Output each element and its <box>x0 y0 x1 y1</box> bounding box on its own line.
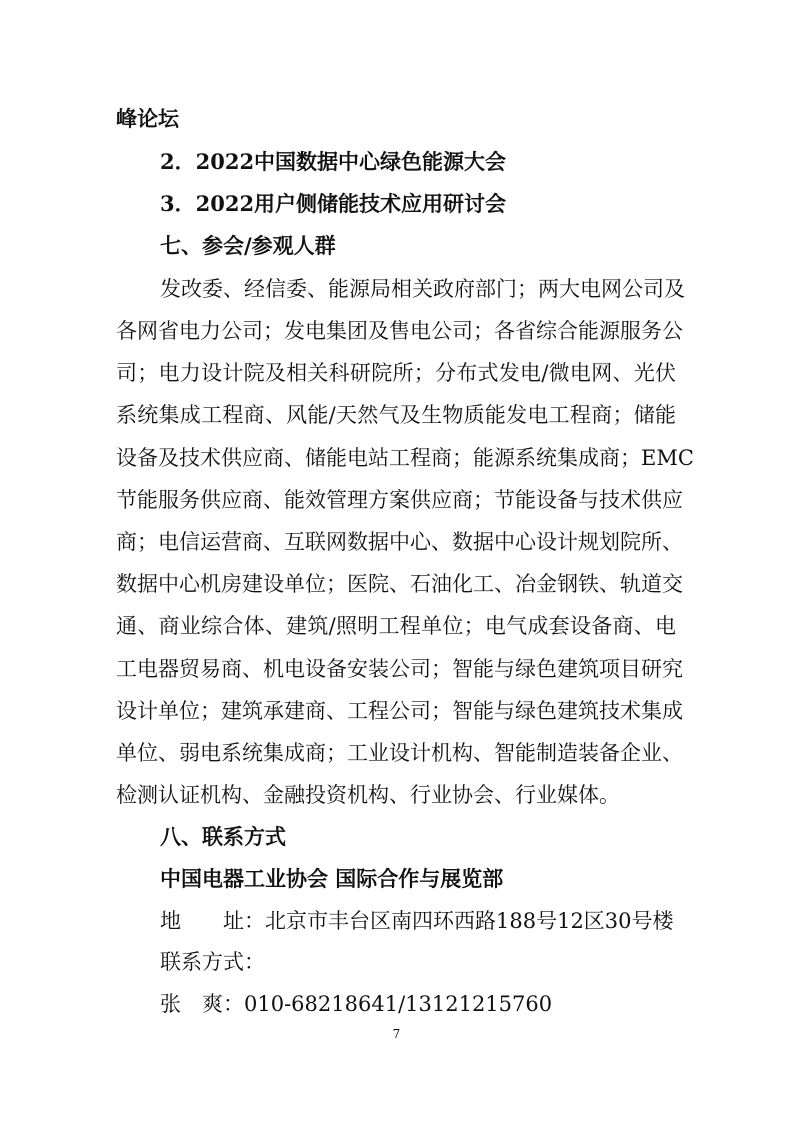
person-label: 张 爽： <box>160 992 244 1016</box>
section-8-heading: 八、联系方式 <box>160 824 286 849</box>
contact-label: 联系方式： <box>160 950 265 974</box>
audience-line-7: 商；电信运营商、互联网数据中心、数据中心设计规划院所、 <box>116 530 683 554</box>
audience-line-5: 设备及技术供应商、储能电站工程商；能源系统集成商；EMC <box>116 446 694 470</box>
event-item-2: 2．2022中国数据中心绿色能源大会 <box>160 149 507 174</box>
audience-line-10: 工电器贸易商、机电设备安装公司；智能与绿色建筑项目研究 <box>116 657 683 681</box>
organization-name: 中国电器工业协会 国际合作与展览部 <box>160 866 504 891</box>
audience-line-1: 发改委、经信委、能源局相关政府部门；两大电网公司及 <box>160 277 685 301</box>
address-line <box>160 907 674 935</box>
audience-line-8: 数据中心机房建设单位；医院、石油化工、冶金钢铁、轨道交 <box>116 572 683 596</box>
section-7-heading: 七、参会/参观人群 <box>160 233 336 258</box>
audience-line-9: 通、商业综合体、建筑/照明工程单位；电气成套设备商、电 <box>116 614 676 638</box>
audience-line-2: 各网省电力公司；发电集团及售电公司；各省综合能源服务公 <box>116 319 683 343</box>
page-number: 7 <box>392 1027 401 1041</box>
audience-line-6: 节能服务供应商、能效管理方案供应商；节能设备与技术供应 <box>116 488 683 512</box>
audience-line-12: 单位、弱电系统集成商；工业设计机构、智能制造装备企业、 <box>116 741 683 765</box>
audience-line-11: 设计单位；建筑承建商、工程公司；智能与绿色建筑技术集成 <box>116 699 683 723</box>
audience-line-4: 系统集成工程商、风能/天然气及生物质能发电工程商；储能 <box>116 403 676 427</box>
address-label: 地 址： <box>160 909 265 933</box>
contact-person-line <box>160 990 552 1018</box>
audience-line-13: 检测认证机构、金融投资机构、行业协会、行业媒体。 <box>116 783 620 807</box>
event-item-3: 3．2022用户侧储能技术应用研讨会 <box>160 191 507 216</box>
continuation-text: 峰论坛 <box>116 106 179 131</box>
person-phone: 010-68218641/13121215760 <box>244 992 553 1016</box>
address-value: 北京市丰台区南四环西路188号12区30号楼 <box>265 909 674 933</box>
audience-line-3: 司；电力设计院及相关科研院所；分布式发电/微电网、光伏 <box>116 361 676 385</box>
